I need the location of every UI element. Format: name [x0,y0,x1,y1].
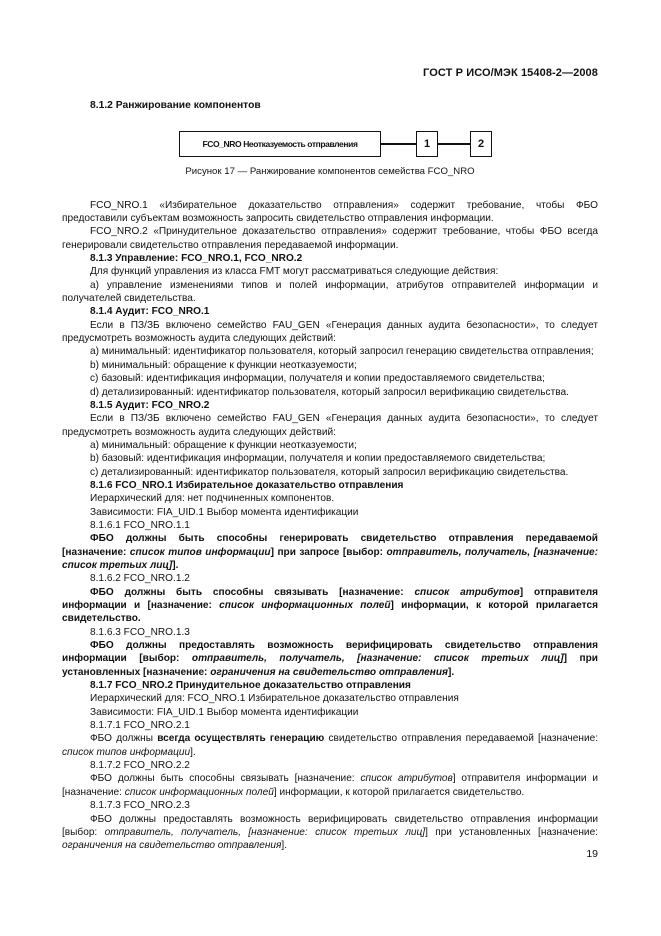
element-id: 8.1.6.3 FCO_NRO.1.3 [90,626,190,638]
text-run-italic: список атрибутов [360,773,453,785]
component-box-1: 1 [416,131,438,157]
element-id: 8.1.6.1 FCO_NRO.1.1 [90,519,190,531]
element-text [62,772,598,799]
element-text [62,532,598,572]
component-ranking-diagram [62,121,598,159]
section-heading-8-1-2: 8.1.2 Ранжирование компонентов [90,100,261,111]
page-body [62,99,598,853]
paragraph: Зависимости: FIA_UID.1 Выбор момента идентификации [90,706,359,718]
text-run-italic: ограничения на свидетельство отправления [210,666,448,678]
list-item: a) минимальный: обращение к функции неотказуемости; [90,439,357,451]
list-item: b) минимальный: обращение к функции неотказуемости; [90,359,357,371]
text-run-italic: список типов информации [62,746,191,758]
text-run-bold: всегда осуществлять генерацию [157,733,325,745]
list-item: b) базовый: идентификация информации, получателя и копии предоставляемого свидетельства; [90,453,546,465]
text-run-italic: отправитель, получатель, [назначение: список третьих лиц] [191,653,564,665]
section-heading-8-1-5: 8.1.5 Аудит: FCO_NRO.2 [90,399,210,411]
figure-caption: Рисунок 17 — Ранжирование компонентов семейства FCO_NRO [185,166,475,178]
text-run: ] отправителя информации и [назначение: [62,586,599,611]
list-item: c) базовый: идентификация информации, получателя и копии предоставляемого свидетельства; [90,373,545,385]
section-heading-8-1-4: 8.1.4 Аудит: FCO_NRO.1 [90,306,210,318]
element-id: 8.1.7.3 FCO_NRO.2.3 [90,800,190,812]
paragraph: Зависимости: FIA_UID.1 Выбор момента идентификации [90,506,359,518]
paragraph: Для функций управления из класса FMT могут рассматриваться следующие действия: [90,266,499,278]
paragraph: FCO_NRO.2 «Принудительное доказательство отправления» содержит требование, чтобы ФБО всегда генерировали свидетельство отправления передаваемой информации. [62,226,598,251]
paragraph: Если в ПЗ/ЗБ включено семейство FAU_GEN «Генерация данных аудита безопасности», то следует предусмотреть возможность аудита следующих действий: [62,319,598,345]
text-run: ]. [447,666,455,678]
text-run: ФБО должны быть способны связывать [назначение: [90,773,361,785]
family-box: FCO_NRO Неотказуемость отправления [179,131,381,157]
paragraph: FCO_NRO.1 «Избирательное доказательство отправления» содержит требование, чтобы ФБО предоставили субъектам возможность запросить свидетельство отправления информации. [62,199,598,225]
text-run: ]. [190,746,196,758]
text-run-italic: список информационных полей [219,600,391,611]
section-heading-8-1-3: 8.1.3 Управление: FCO_NRO.1, FCO_NRO.2 [90,253,303,265]
text-run: ] информации, к которой прилагается свидетельство. [62,600,598,625]
element-id: 8.1.6.2 FCO_NRO.1.2 [90,573,190,585]
text-run: ФБО должны предоставлять возможность верифицировать свидетельство отправления информации [выбор: [62,640,598,665]
running-header: ГОСТ Р ИСО/МЭК 15408-2—2008 [423,67,598,79]
paragraph: Если в ПЗ/ЗБ включено семейство FAU_GEN «Генерация данных аудита безопасности», то следует предусмотреть возможность аудита следующих действий: [62,413,598,438]
text-run: ] при запросе [выбор: [270,546,387,558]
text-run: ФБО должны [90,733,158,745]
text-run-italic: список атрибутов [414,586,520,598]
element-text [62,813,598,853]
list-item: c) детализированный: идентификатор пользователя, который запросил верификацию свидетельства. [90,466,569,478]
text-run-italic: список типов информации [129,546,271,558]
text-run: ] при установленных [назначение: [425,826,598,838]
text-run-italic: отправитель, получатель, [назначение: список третьих лиц] [62,546,598,571]
section-heading-8-1-6: 8.1.6 FCO_NRO.1 Избирательное доказательство отправления [90,479,404,491]
component-box-2: 2 [470,131,492,157]
text-run: ФБО должны быть способны связывать [назначение: [90,586,415,598]
connector-line-1 [381,143,416,144]
text-run-italic: ограничения на свидетельство отправления [62,840,282,852]
text-run: свидетельство отправления передаваемой [назначение: [324,733,598,745]
page-number: 19 [586,848,598,860]
text-run-italic: отправитель, получатель, [назначение: список третьих лиц] [104,826,426,838]
element-text [62,639,598,679]
list-item: d) детализированный: идентификатор пользователя, который запросил верификацию свидетельства. [90,386,569,398]
text-run: ] отправителя информации и [назначение: [62,773,598,798]
text-run: ] при установленных [назначение: [62,653,598,678]
text-run: ]. [281,840,287,852]
connector-line-2 [438,143,470,144]
list-item: a) управление изменениями типов и полей информации, атрибутов отправителей информации и получателей свидетельства. [62,279,598,305]
element-id: 8.1.7.1 FCO_NRO.2.1 [90,720,190,732]
element-text [62,586,598,626]
text-run: ]. [172,559,179,571]
element-text [62,732,598,759]
section-heading-8-1-7: 8.1.7 FCO_NRO.2 Принудительное доказательство отправления [90,680,411,692]
paragraph: Иерархический для: FCO_NRO.1 Избирательное доказательство отправления [90,693,459,705]
text-run: ] информации, к которой прилагается свидетельство. [273,786,525,798]
element-id: 8.1.7.2 FCO_NRO.2.2 [90,760,190,772]
list-item: a) минимальный: идентификатор пользователя, который запросил генерацию свидетельства отправления; [90,346,594,358]
text-run-italic: список информационных полей [124,786,274,798]
text-run: ФБО должны быть способны генерировать свидетельство отправления передаваемой [назначение: [62,533,598,558]
text-run: ФБО должны предоставлять возможность верифицировать свидетельство отправления информации [выбор: [62,813,598,838]
paragraph: Иерархический для: нет подчиненных компонентов. [90,493,335,505]
